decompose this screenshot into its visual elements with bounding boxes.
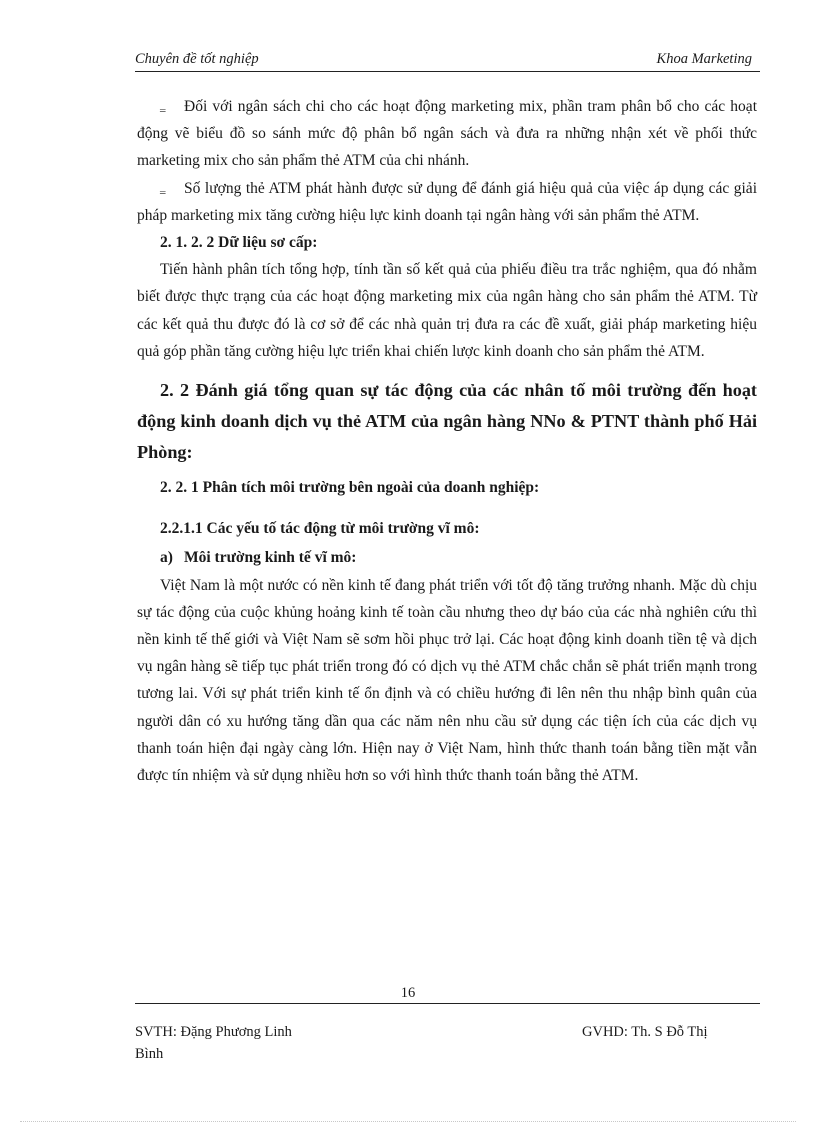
footer-divider [135, 1003, 760, 1004]
page-number: 16 [400, 985, 416, 1001]
page-body [137, 93, 757, 789]
header-faculty: Khoa Marketing [656, 51, 752, 67]
bullet-text: Số lượng thẻ ATM phát hành được sử dụng để đánh giá hiệu quả của việc áp dụng các giải pháp marketing mix tăng cường hiệu lực kinh doanh tại ngân hàng với sản phẩm thẻ ATM. [137, 179, 757, 224]
footer-student [135, 1021, 292, 1065]
header-divider [135, 71, 760, 72]
bullet-marker: ‗ [160, 100, 166, 112]
bullet-paragraph-budget [137, 93, 757, 175]
subheading-primary-data: 2. 1. 2. 2 Dữ liệu sơ cấp: [160, 234, 318, 252]
page-bottom-edge [20, 1121, 796, 1122]
bullet-marker: ‗ [160, 181, 166, 194]
bullet-text: Đối với ngân sách chi cho các hoạt động marketing mix, phần tram phân bổ cho các hoạt động vẽ biểu đồ so sánh mức độ phân bổ ngân sách và đưa ra những nhận xét về phối thức marketing mix cho sản phẩm thẻ ATM của chi nhánh. [137, 98, 757, 170]
item-a-heading [137, 544, 757, 571]
paragraph-primary-data: Tiến hành phân tích tổng hợp, tính tần số kết quả của phiếu điều tra trắc nghiệm, qua đó nhằm biết được thực trạng của các hoạt động marketing mix của ngân hàng cho sản phẩm thẻ ATM. Từ các kết quả thu được đó là cơ sở để các nhà quản trị đưa ra các đề xuất, giải pháp marketing hiệu quả góp phần tăng cường hiệu lực triển khai chiến lược kinh doanh cho sản phẩm thẻ ATM. [137, 261, 757, 360]
item-label: a) [160, 549, 173, 567]
subsubsection-heading: 2.2.1.1 Các yếu tố tác động từ môi trường vĩ mô: [160, 520, 480, 538]
paragraph-macro-economy: Việt Nam là một nước có nền kinh tế đang phát triển với tốt độ tăng trưởng nhanh. Mặc dù chịu sự tác động của cuộc khủng hoảng kinh tế toàn cầu nhưng theo dự báo của các nhà nghiên cứu thì nền kinh tế thế giới và Việt Nam sẽ sơm hồi phục trở lại. Các hoạt động kinh doanh tiền tệ và dịch vụ ngân hàng sẽ tiếp tục phát triển trong đó có dịch vụ thẻ ATM chắc chắn sẽ phát triển mạnh trong tương lai. Với sự phát triển kinh tế ổn định và có chiều hướng đi lên nên thu nhập bình quân của người dân có xu hướng tăng dần qua các năm nên nhu cầu sử dụng các tiện ích của các dịch vụ thanh toán hiện đại ngày càng lớn. Hiện nay ở Việt Nam, hình thức thanh toán bằng tiền mặt vẫn được tín nhiệm và sử dụng nhiều hơn so với hình thức thanh toán bằng thẻ ATM. [137, 576, 757, 785]
footer-student-name: SVTH: Đặng Phương Linh [135, 1024, 292, 1040]
item-title: Môi trường kinh tế vĩ mô: [184, 549, 357, 567]
footer-advisor-continuation: Bình [135, 1046, 164, 1062]
footer-advisor: GVHD: Th. S Đỗ Thị [582, 1024, 708, 1040]
bullet-paragraph-atm-cards [137, 175, 757, 229]
section-heading: 2. 2 Đánh giá tổng quan sự tác động của các nhân tố môi trường đến hoạt động kinh doanh dịch vụ thẻ ATM của ngân hàng NNo & PTNT thành phố Hải Phòng: [137, 380, 757, 463]
header-thesis-title: Chuyên đề tốt nghiệp [135, 51, 259, 67]
subsection-heading: 2. 2. 1 Phân tích môi trường bên ngoài của doanh nghiệp: [160, 479, 540, 497]
